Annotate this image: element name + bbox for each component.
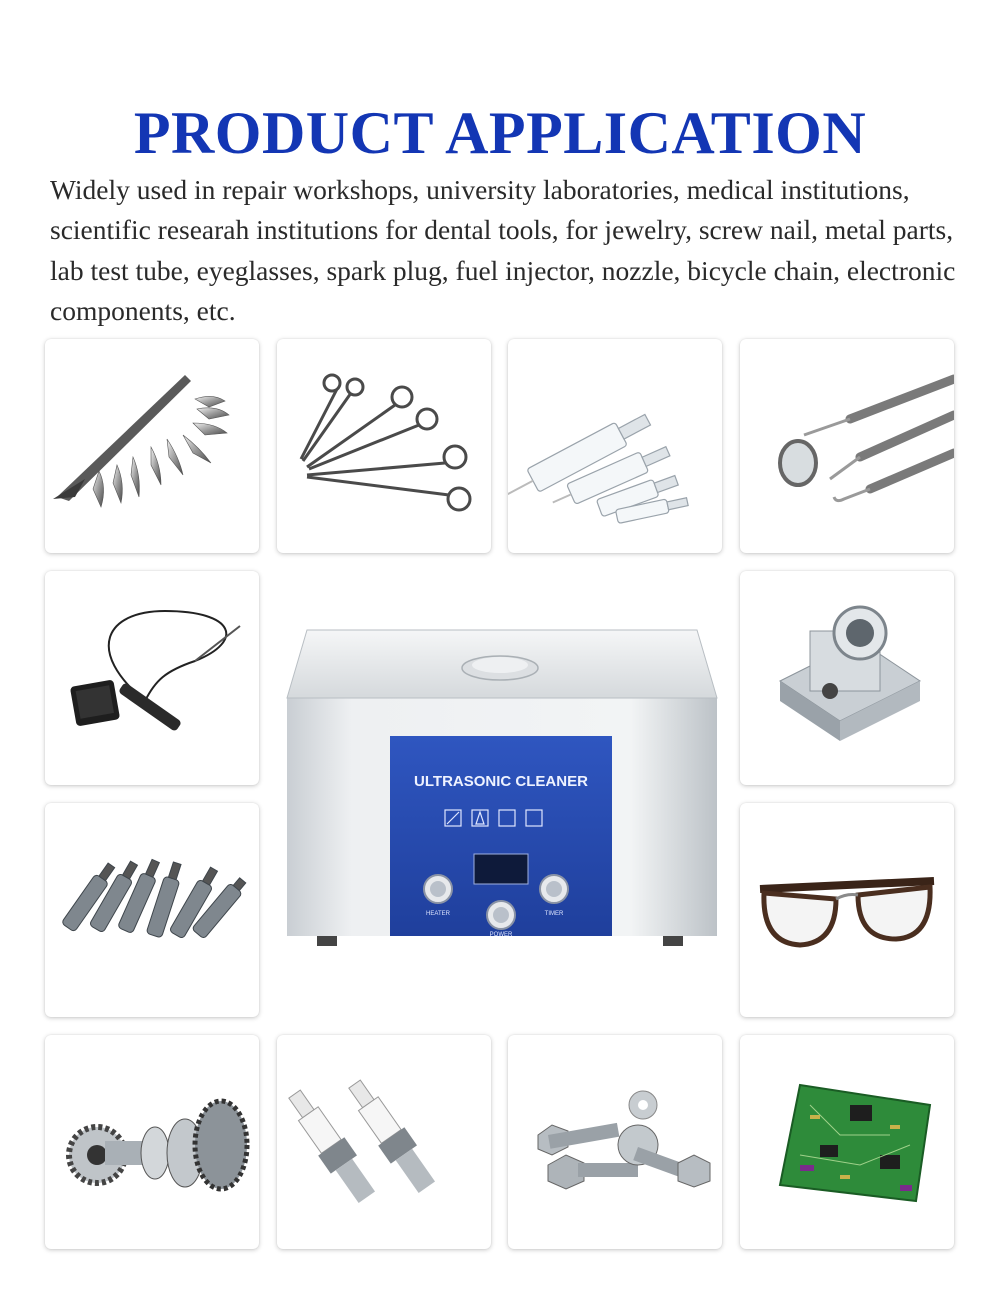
timer-label: TIMER [544,911,564,917]
bicycle-gears-image [45,1035,259,1249]
dental-tools-image [740,339,954,553]
power-label: POWER [489,932,513,938]
circuit-board-image [740,1035,954,1249]
syringes-image [508,339,722,553]
ultrasonic-cleaner-image [277,610,723,960]
surgical-forceps-image [277,339,491,553]
description-text: Widely used in repair workshops, university laboratories, medical institutions, scientific researah institutions for dental tools, for jewelry, screw nail, metal parts, lab test tube, eyeglasses, spark plug, fuel injector, nozzle, bicycle chain, electronic components, etc. [50,173,956,326]
heater-label: HEATER [426,911,450,917]
power-knob[interactable] [487,901,515,929]
timer-knob[interactable] [540,875,568,903]
screws-nuts-image [508,1035,722,1249]
spark-plugs-image [277,1035,491,1249]
endoscope-image [45,571,259,785]
heater-knob[interactable] [424,875,452,903]
fuel-injectors-image [45,803,259,1017]
panel-label: ULTRASONIC CLEANER [414,773,588,790]
metal-part-image [740,571,954,785]
scalpel-blades-image [45,339,259,553]
page-title: PRODUCT APPLICATION [133,100,867,167]
eyeglasses-image [740,803,954,1017]
